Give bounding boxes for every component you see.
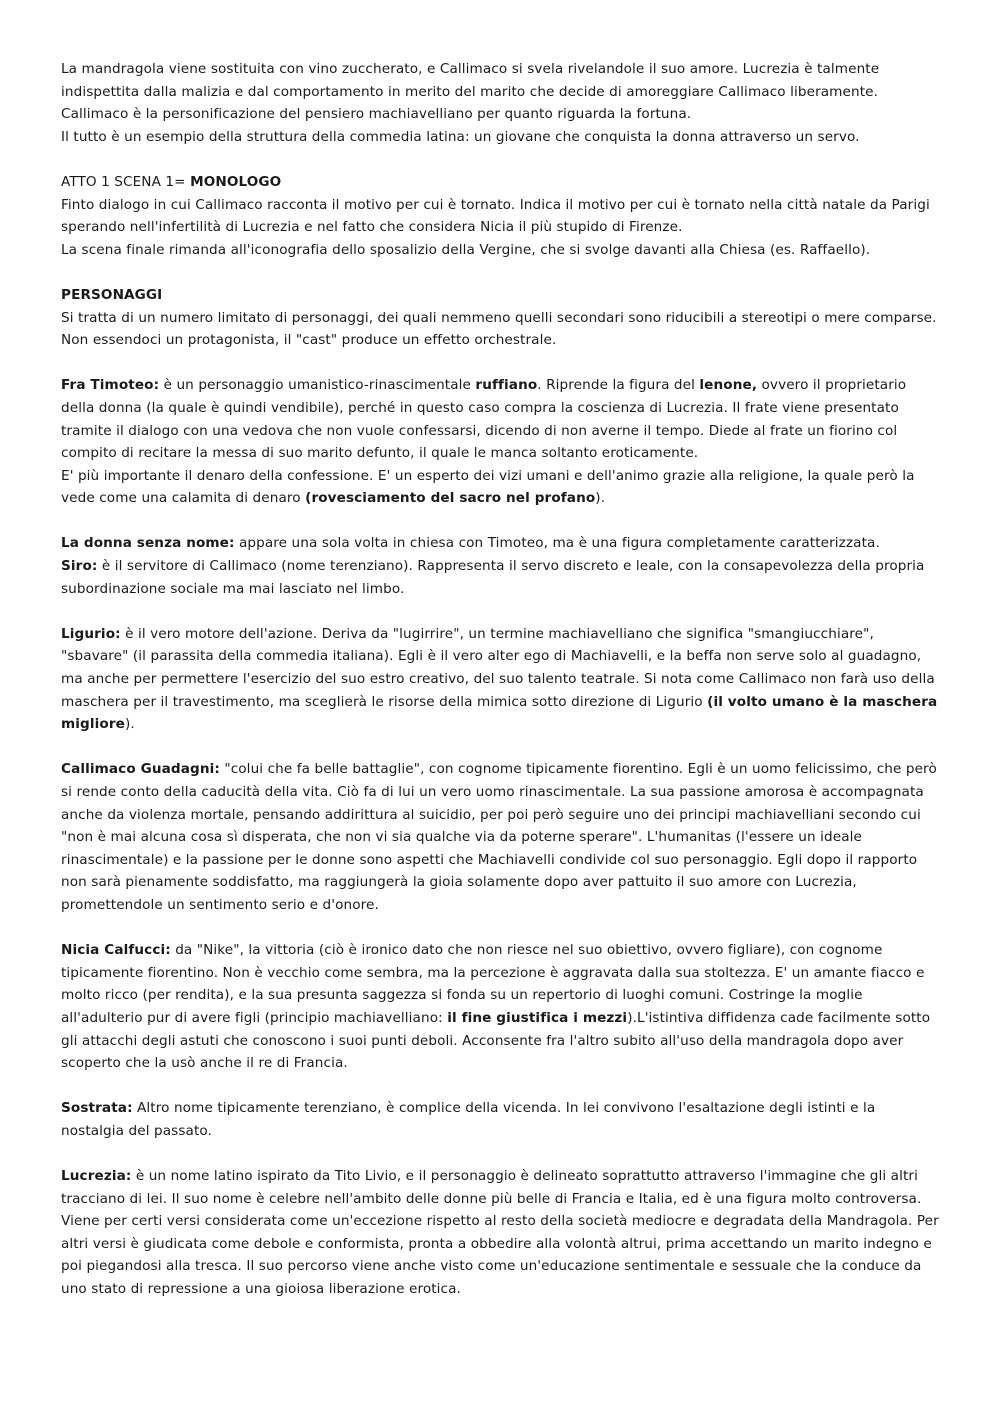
timoteo-text-3: ovvero il proprietario della donna (la quale è quindi vendibile), perché in questo caso compra la coscienza di Lucrezia. Il frate viene presentato tramite il dialogo con una vedova che non vuole confessarsi, dicendo di non averne il tempo. Diede al frate un fiorino col compito di recitare la messa di suo marito defunto, il quale le manca soltanto eroticamente. bbox=[61, 377, 907, 462]
siro-name: Siro: bbox=[61, 558, 98, 575]
document-page bbox=[61, 58, 941, 1301]
lucrezia-name: Lucrezia: bbox=[61, 1168, 132, 1185]
timoteo-paragraph-2 bbox=[61, 465, 941, 510]
timoteo-text-2: . Riprende la figura del bbox=[537, 377, 700, 394]
nicia-bold-fine: il fine giustifica i mezzi bbox=[447, 1009, 628, 1026]
nicia-name: Nicia Calfucci: bbox=[61, 942, 171, 959]
personaggi-heading bbox=[61, 284, 941, 307]
timoteo-bold-ruffiano: ruffiano bbox=[475, 377, 538, 394]
lucrezia-text: è un nome latino ispirato da Tito Livio, e il personaggio è delineato soprattutto attraverso l'immagine che gli altri tracciano di lei. Il suo nome è celebre nell'ambito delle donne più belle di Francia e Italia, ed è una figura molto controversa. Viene per certi versi considerata come un'eccezione rispetto al resto della società mediocre e degradata della Mandragola. Per altri versi è giudicata come debole e conformista, pronta a obbedire alla volontà altrui, prima accettando un marito indegno e poi piegandosi alla tresca. Il suo percorso viene anche visto come un'educazione sentimentale e sessuale che la conduce da uno stato di repressione a una gioiosa liberazione erotica. bbox=[61, 1168, 939, 1298]
timoteo-paragraph bbox=[61, 374, 941, 464]
sostrata-text: Altro nome tipicamente terenziano, è complice della vicenda. In lei convivono l'esaltazione degli istinti e la nostalgia del passato. bbox=[61, 1100, 876, 1139]
timoteo-text-4: E' più importante il denaro della confessione. E' un esperto dei vizi umani e dell'animo grazie alla religione, la quale però la vede come una calamita di denaro bbox=[61, 467, 915, 507]
intro-paragraph: La mandragola viene sostituita con vino zuccherato, e Callimaco si svela rivelandole il suo amore. Lucrezia è talmente indispettita dalla malizia e dal comportamento in merito del marito che decide di amoreggiare Callimaco liberamente. bbox=[61, 61, 880, 100]
personaggi-paragraph: Si tratta di un numero limitato di personaggi, dei quali nemmeno quelli secondari sono riducibili a stereotipi o mere comparse. Non essendoci un protagonista, il "cast" produce un effetto orchestrale. bbox=[61, 309, 937, 349]
timoteo-name: Fra Timoteo: bbox=[61, 377, 160, 394]
timoteo-text-5: ). bbox=[595, 490, 606, 507]
ligurio-name: Ligurio: bbox=[61, 625, 121, 642]
siro-paragraph bbox=[61, 555, 941, 600]
ligurio-paragraph bbox=[61, 623, 941, 736]
ligurio-text-1: è il vero motore dell'azione. Deriva da "lugirrire", un termine machiavelliano che significa "smangiucchiare", "sbavare" (il parassita della commedia italiana). Egli è il vero alter ego di Machiavelli, e la beffa non serve solo al guadagno, ma anche per permettere l'esercizio del suo estro creativo, del suo talento teatrale. Si nota come Callimaco non farà uso della maschera per il travestimento, ma sceglierà le risorse della mimica sotto direzione di Ligurio bbox=[61, 625, 935, 710]
atto-heading bbox=[61, 171, 941, 194]
donna-name: La donna senza nome: bbox=[61, 535, 235, 552]
atto-heading-prefix: ATTO 1 SCENA 1= bbox=[61, 173, 191, 190]
ligurio-text-2: ). bbox=[124, 716, 135, 733]
lucrezia-paragraph bbox=[61, 1165, 941, 1301]
ligurio-bold-volto: (il volto umano è la maschera migliore bbox=[61, 693, 938, 733]
donna-text: appare una sola volta in chiesa con Timoteo, ma è una figura completamente caratterizzata. bbox=[234, 535, 880, 552]
nicia-text-2: ).L'istintiva diffidenza cade facilmente sotto gli attacchi degli astuti che conoscono i suoi punti deboli. Acconsente fra l'altro subito all'uso della mandragola dopo aver scoperto che la usò anche il re di Francia. bbox=[61, 1009, 931, 1072]
atto-heading-bold: MONOLOGO bbox=[190, 173, 282, 190]
timoteo-bold-rovesciamento: (rovesciamento del sacro nel profano bbox=[305, 490, 596, 507]
atto-scena-finale: La scena finale rimanda all'iconografia dello sposalizio della Vergine, che si svolge davanti alla Chiesa (es. Raffaello). bbox=[61, 241, 871, 258]
intro-fortuna-line: Callimaco è la personificazione del pensiero machiavelliano per quanto riguarda la fortuna. bbox=[61, 106, 692, 123]
siro-text: è il servitore di Callimaco (nome terenziano). Rappresenta il servo discreto e leale, con la consapevolezza della propria subordinazione sociale ma mai lasciato nel limbo. bbox=[61, 558, 925, 597]
donna-paragraph bbox=[61, 532, 941, 555]
nicia-paragraph bbox=[61, 939, 941, 1075]
atto-paragraph: Finto dialogo in cui Callimaco racconta il motivo per cui è tornato. Indica il motivo per cui è tornato nella città natale da Parigi sperando nell'infertilità di Lucrezia e nel fatto che considera Nicia il più stupido di Firenze. bbox=[61, 196, 930, 236]
intro-commedia-line: Il tutto è un esempio della struttura della commedia latina: un giovane che conquista la donna attraverso un servo. bbox=[61, 128, 860, 145]
callimaco-paragraph bbox=[61, 758, 941, 916]
callimaco-name: Callimaco Guadagni: bbox=[61, 761, 220, 778]
sostrata-name: Sostrata: bbox=[61, 1100, 133, 1117]
personaggi-heading-text: PERSONAGGI bbox=[61, 286, 163, 303]
nicia-text-1: da "Nike", la vittoria (ciò è ironico dato che non riesce nel suo obiettivo, ovvero figliare), con cognome tipicamente fiorentino. Non è vecchio come sembra, ma la percezione è aggravata dalla sua stoltezza. E' un amante fiacco e molto ricco (per rendita), e la sua presunta saggezza si fonda su un repertorio di luoghi comuni. Costringe la moglie all'adulterio pur di avere figli (principio machiavelliano: bbox=[61, 942, 925, 1026]
timoteo-text-1: è un personaggio umanistico-rinascimentale bbox=[159, 377, 476, 394]
callimaco-text: "colui che fa belle battaglie", con cognome tipicamente fiorentino. Egli è un uomo felicissimo, che però si rende conto della caducità della vita. Ciò fa di lui un vero uomo rinascimentale. La sua passione amorosa è accompagnata anche da violenza mortale, pensando addirittura al suicidio, per poi però seguire uno dei principi machiavelliani secondo cui "non è mai alcuna cosa sì disperata, che non vi sia qualche via da poterne sperare". L'humanitas (l'essere un ideale rinascimentale) e la passione per le donne sono aspetti che Machiavelli condivide col suo personaggio. Egli dopo il rapporto non sarà pienamente soddisfatto, ma raggiungerà la gioia solamente dopo aver pattuito il suo amore con Lucrezia, promettendole un sentimento serio e d'onore. bbox=[61, 761, 937, 913]
sostrata-paragraph bbox=[61, 1097, 941, 1142]
timoteo-bold-lenone: lenone, bbox=[699, 377, 758, 394]
